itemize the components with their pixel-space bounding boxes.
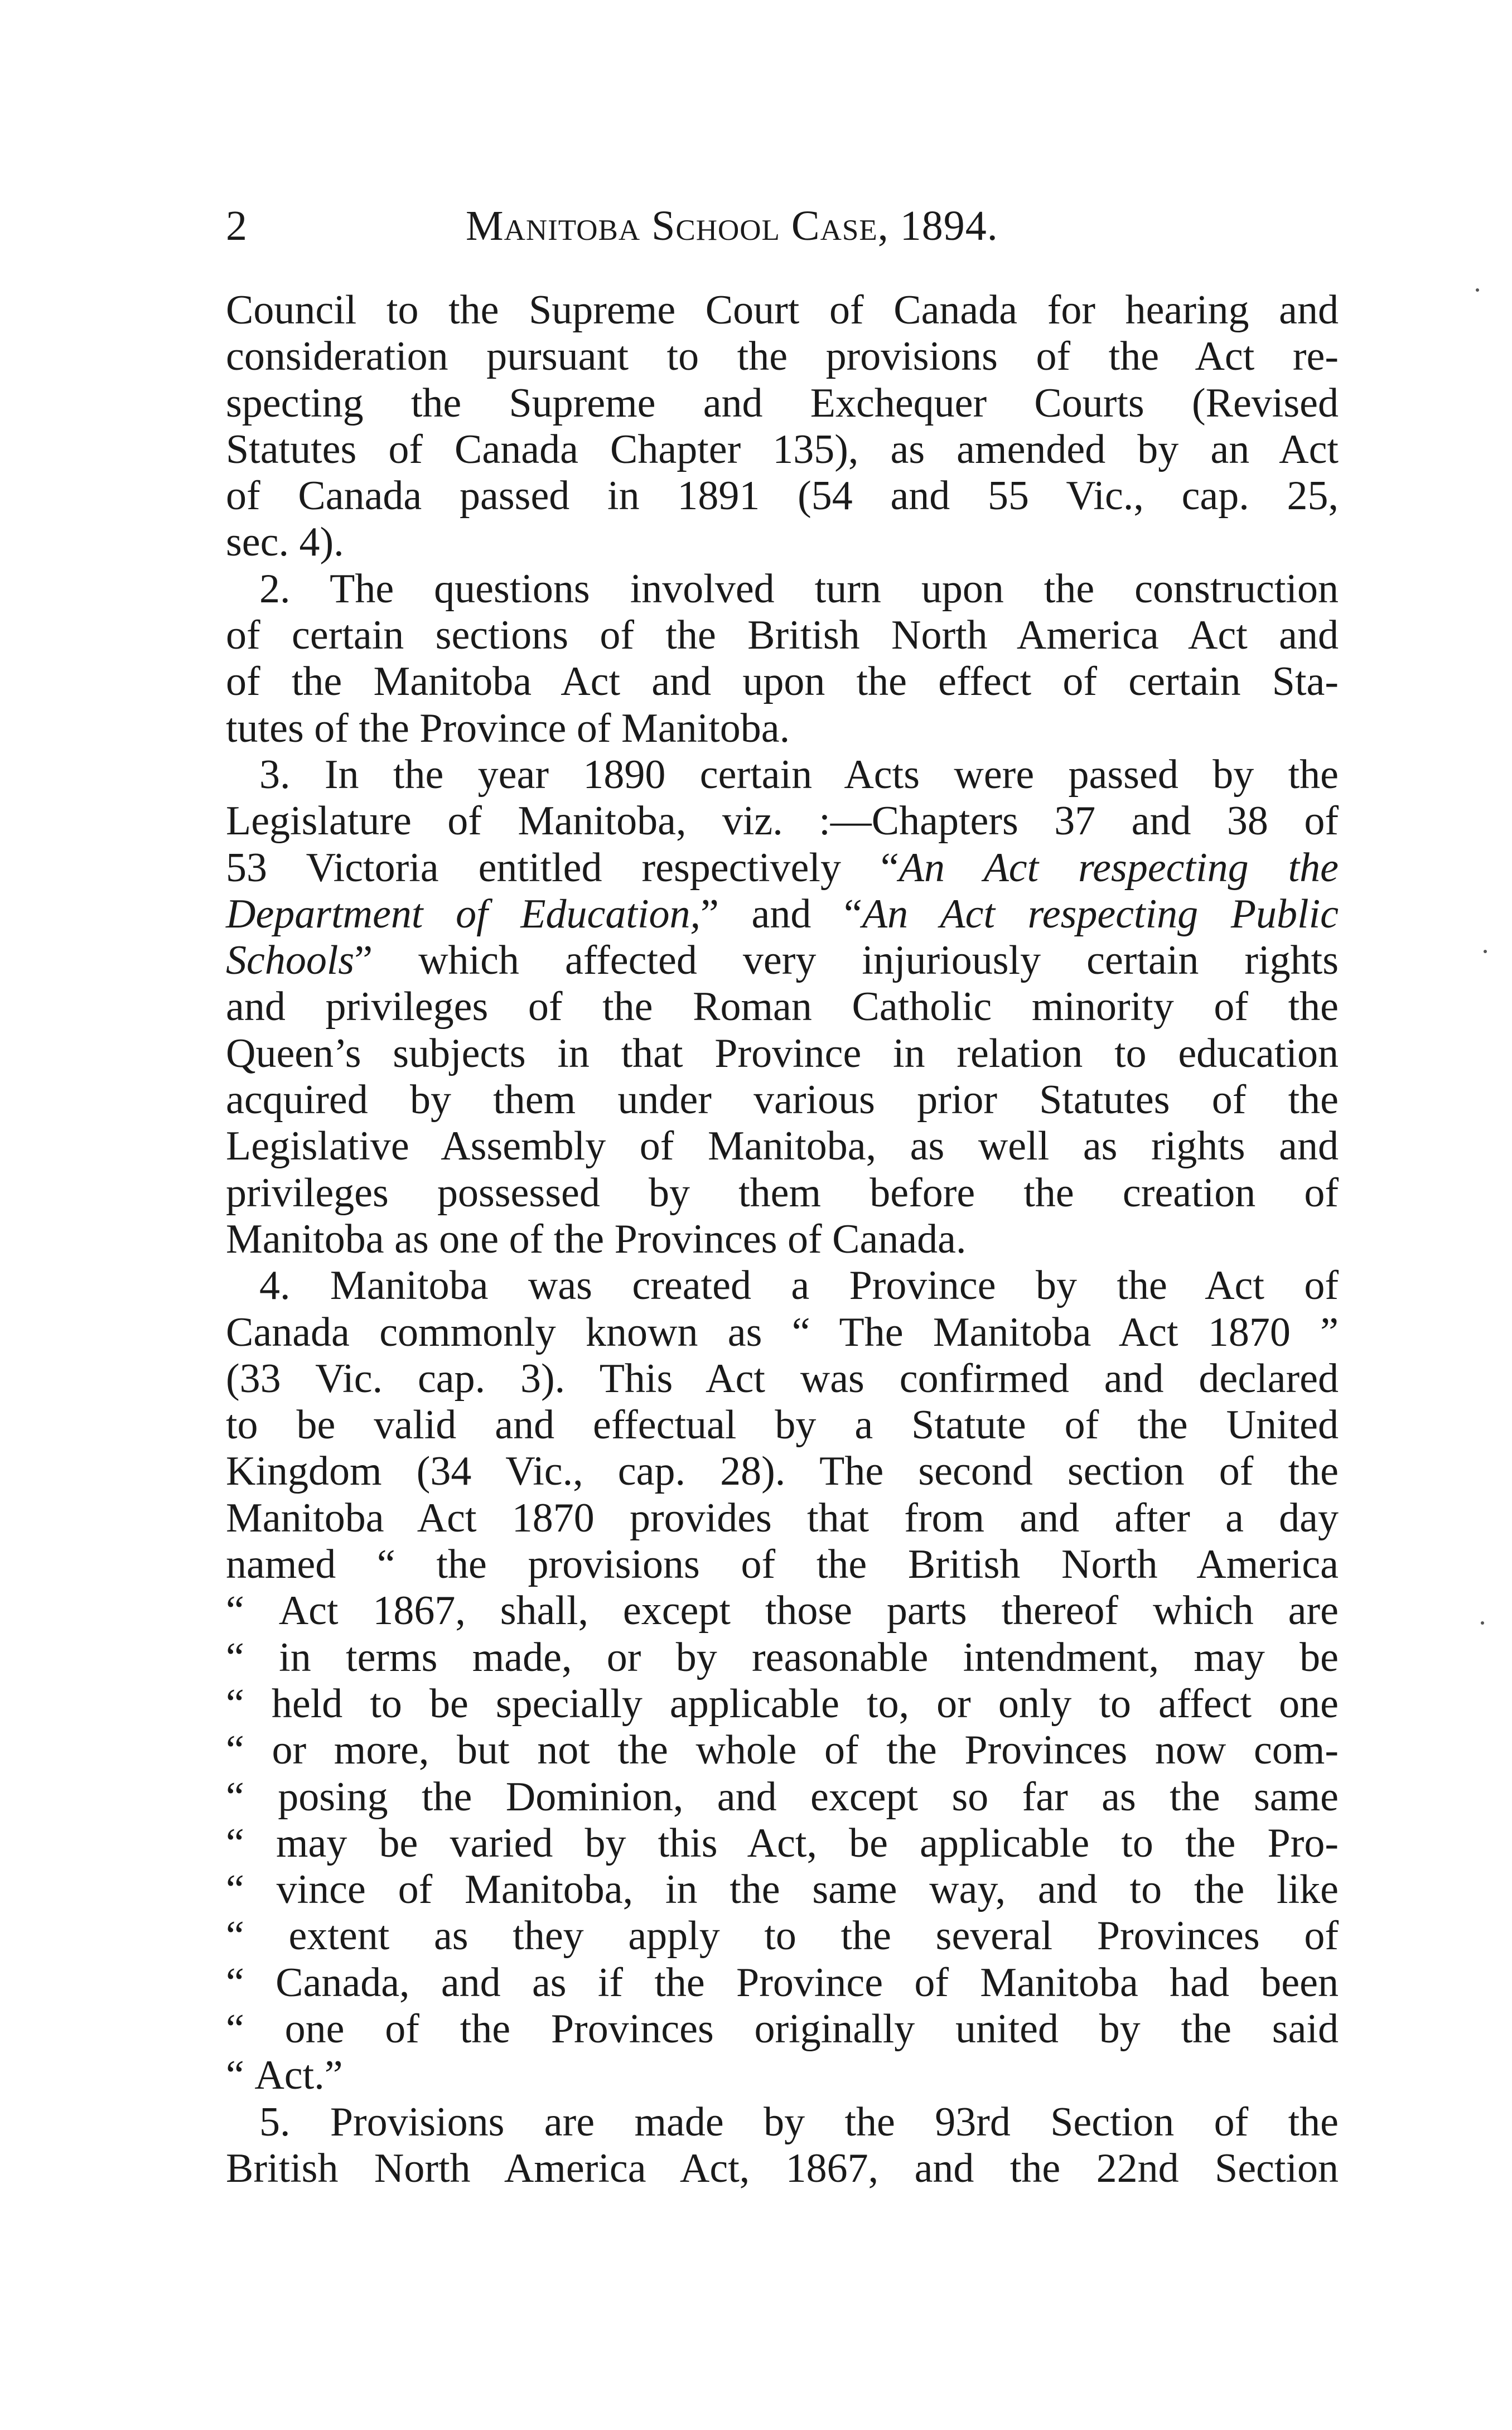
italic-title-run: An Act respecting Public (862, 891, 1339, 937)
text-line: “ Act 1867, shall, except those parts thereof which are (226, 1588, 1339, 1634)
text-run: ” which affected very injuriously certain rights (354, 938, 1339, 984)
text-line: (33 Vic. cap. 3). This Act was confirmed and declared (226, 1355, 1339, 1402)
text-line: “ may be varied by this Act, be applicable to the Pro- (226, 1820, 1339, 1867)
text-line: “ or more, but not the whole of the Provinces now com- (226, 1727, 1339, 1774)
text-line: “ one of the Provinces originally united by the said (226, 2006, 1339, 2052)
text-line: tutes of the Province of Manitoba. (226, 705, 790, 751)
text-line: British North America Act, 1867, and the 22nd Section (226, 2145, 1339, 2191)
running-head (226, 195, 1341, 257)
italic-title-run: Department of Education, (226, 891, 701, 937)
text-line: to be valid and effectual by a Statute of the United (226, 1402, 1339, 1448)
text-line: 2. The questions involved turn upon the construction (259, 566, 1339, 612)
text-line: “ vince of Manitoba, in the same way, and to the like (226, 1867, 1339, 1913)
text-line: of Canada passed in 1891 (54 and 55 Vic., cap. 25, (226, 473, 1339, 519)
print-speck (1484, 950, 1487, 953)
text-line: Council to the Supreme Court of Canada for hearing and (226, 287, 1339, 333)
text-line: Canada commonly known as “ The Manitoba Act 1870 ” (226, 1309, 1339, 1355)
text-line: “ Act.” (226, 2052, 1339, 2099)
text-line: “ extent as they apply to the several Provinces of (226, 1913, 1339, 1959)
text-line (226, 845, 1339, 891)
body-text (226, 287, 1339, 2192)
text-line: “ posing the Dominion, and except so far as the same (226, 1774, 1339, 1820)
text-line: 4. Manitoba was created a Province by the Act of (259, 1263, 1339, 1309)
text-line: specting the Supreme and Exchequer Courts (Revised (226, 380, 1339, 426)
text-line: Statutes of Canada Chapter 135), as amended by an Act (226, 426, 1339, 472)
text-line: “ in terms made, or by reasonable intendment, may be (226, 1635, 1339, 1681)
text-run: 53 Victoria entitled respectively “ (226, 844, 899, 891)
italic-title-run: An Act respecting the (898, 844, 1339, 891)
text-line: of the Manitoba Act and upon the effect of certain Sta- (226, 659, 1339, 705)
text-line: Kingdom (34 Vic., cap. 28). The second section of the (226, 1448, 1339, 1495)
page-number: 2 (226, 202, 247, 249)
text-line: consideration pursuant to the provisions of the Act re- (226, 334, 1339, 380)
print-speck (1481, 1621, 1484, 1625)
text-run: ” and “ (701, 891, 862, 937)
text-line: “ held to be specially applicable to, or only to affect one (226, 1681, 1339, 1727)
text-line: of certain sections of the British North America Act and (226, 612, 1339, 659)
text-line: sec. 4). (226, 519, 344, 566)
text-line: Manitoba as one of the Provinces of Canada. (226, 1216, 967, 1262)
text-line: Legislative Assembly of Manitoba, as well as rights and (226, 1123, 1339, 1170)
text-line: Legislature of Manitoba, viz. :—Chapters 37 and 38 of (226, 798, 1339, 844)
text-line: 5. Provisions are made by the 93rd Section of the (259, 2099, 1339, 2145)
italic-title-run: Schools (226, 938, 355, 984)
print-speck (1476, 288, 1479, 292)
text-line: 3. In the year 1890 certain Acts were passed by the (259, 751, 1339, 798)
text-line: Manitoba Act 1870 provides that from and after a day (226, 1495, 1339, 1541)
text-line: Queen’s subjects in that Province in relation to education (226, 1030, 1339, 1076)
text-line: “ Canada, and as if the Province of Manitoba had been (226, 1960, 1339, 2006)
text-line (226, 938, 1339, 984)
text-line (226, 891, 1339, 938)
text-line: and privileges of the Roman Catholic minority of the (226, 984, 1339, 1030)
running-title: Manitoba School Case, 1894. (466, 202, 998, 249)
text-line: named “ the provisions of the British North America (226, 1542, 1339, 1588)
text-line: privileges possessed by them before the creation of (226, 1170, 1339, 1216)
text-line: acquired by them under various prior Statutes of the (226, 1077, 1339, 1123)
